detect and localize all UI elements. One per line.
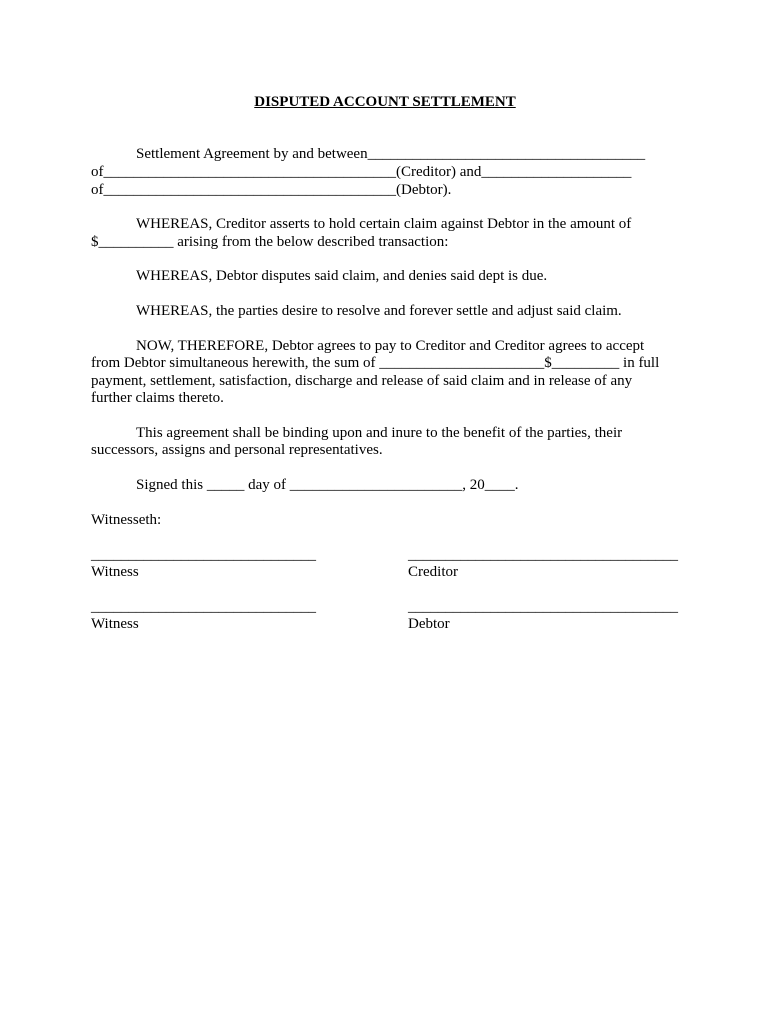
witness-signature-line-1: ______________________________: [91, 547, 316, 563]
creditor-signature-line: ____________________________________: [408, 547, 678, 563]
whereas-dispute: WHEREAS, Debtor disputes said claim, and denies said dept is due.: [136, 268, 548, 284]
document-title: DISPUTED ACCOUNT SETTLEMENT: [254, 94, 516, 110]
whereas-resolve: WHEREAS, the parties desire to resolve and forever settle and adjust said claim.: [136, 303, 622, 319]
witness-signature-line-2: ______________________________: [91, 599, 316, 615]
creditor-label: Creditor: [408, 564, 458, 580]
debtor-signature-line: ____________________________________: [408, 599, 678, 615]
whereas-claim-line-1: WHEREAS, Creditor asserts to hold certain claim against Debtor in the amount of: [136, 216, 632, 232]
now-therefore-line-2: from Debtor simultaneous herewith, the sum of ______________________$_________ in full: [91, 355, 660, 371]
witnesseth-label: Witnesseth:: [91, 512, 162, 528]
now-therefore-line-1: NOW, THEREFORE, Debtor agrees to pay to Creditor and Creditor agrees to accept: [136, 338, 645, 354]
witness-label-2: Witness: [91, 616, 139, 632]
now-therefore-line-4: further claims thereto.: [91, 390, 224, 406]
parties-line-1: Settlement Agreement by and between_____________________________________: [136, 146, 646, 162]
parties-line-2: of_______________________________________(Creditor) and____________________: [91, 164, 632, 180]
parties-line-3: of_______________________________________(Debtor).: [91, 182, 452, 198]
debtor-label: Debtor: [408, 616, 450, 632]
witness-label-1: Witness: [91, 564, 139, 580]
binding-line-1: This agreement shall be binding upon and inure to the benefit of the parties, their: [136, 425, 623, 441]
binding-line-2: successors, assigns and personal representatives.: [91, 442, 383, 458]
signed-date-line: Signed this _____ day of _______________________, 20____.: [136, 477, 519, 493]
whereas-claim-line-2: $__________ arising from the below described transaction:: [91, 234, 449, 250]
now-therefore-line-3: payment, settlement, satisfaction, discharge and release of said claim and in release of any: [91, 373, 633, 389]
